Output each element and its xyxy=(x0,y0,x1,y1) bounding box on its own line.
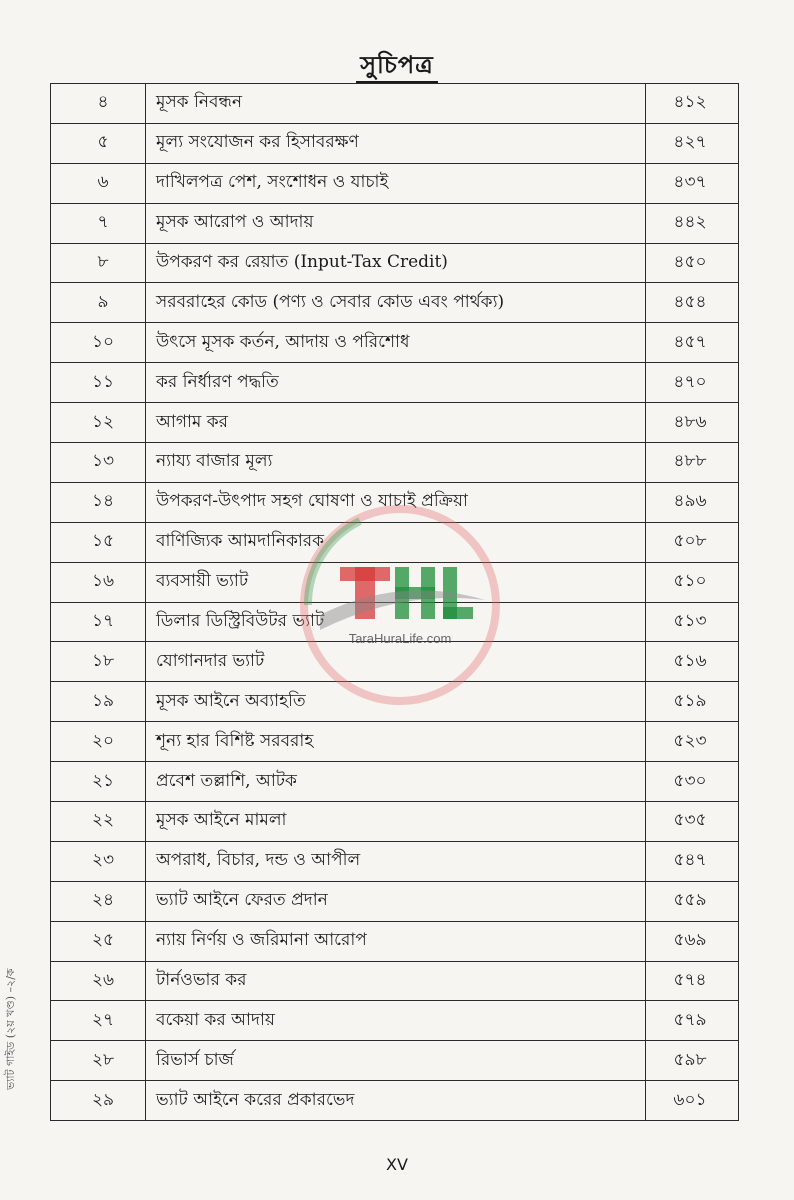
toc-row xyxy=(51,1041,739,1081)
chapter-title: রিভার্স চার্জ xyxy=(146,1041,646,1081)
toc-row xyxy=(51,921,739,961)
chapter-title: ভ্যাট আইনে ফেরত প্রদান xyxy=(146,881,646,921)
toc-table xyxy=(50,83,739,1121)
toc-row xyxy=(51,163,739,203)
chapter-page: ৫৯৮ xyxy=(646,1041,739,1081)
chapter-page: ৪৪২ xyxy=(646,203,739,243)
chapter-title: মূল্য সংযোজন কর হিসাবরক্ষণ xyxy=(146,123,646,163)
chapter-number: ১৩ xyxy=(51,443,146,483)
chapter-page: ৪২৭ xyxy=(646,123,739,163)
chapter-title: শূন্য হার বিশিষ্ট সরবরাহ xyxy=(146,722,646,762)
chapter-number: ১২ xyxy=(51,403,146,443)
chapter-page: ৫৫৯ xyxy=(646,881,739,921)
chapter-page: ৬০১ xyxy=(646,1081,739,1121)
chapter-title: ভ্যাট আইনে করের প্রকারভেদ xyxy=(146,1081,646,1121)
chapter-number: ২৩ xyxy=(51,841,146,881)
toc-body xyxy=(51,84,739,1121)
toc-row xyxy=(51,443,739,483)
chapter-number: ১৫ xyxy=(51,522,146,562)
chapter-page: ৪৫০ xyxy=(646,243,739,283)
chapter-title: উৎসে মূসক কর্তন, আদায় ও পরিশোধ xyxy=(146,323,646,363)
chapter-number: ৭ xyxy=(51,203,146,243)
chapter-number: ২২ xyxy=(51,802,146,842)
chapter-number: ১৮ xyxy=(51,642,146,682)
chapter-page: ৪৯৬ xyxy=(646,482,739,522)
page-title xyxy=(0,50,794,83)
side-note: ভ্যাট গাইড (২য় খণ্ড) –২/ক xyxy=(4,968,17,1090)
chapter-page: ৫২৩ xyxy=(646,722,739,762)
chapter-title: ন্যায় নির্ণয় ও জরিমানা আরোপ xyxy=(146,921,646,961)
chapter-page: ৪৫৭ xyxy=(646,323,739,363)
toc-row xyxy=(51,1001,739,1041)
toc-row xyxy=(51,522,739,562)
chapter-title: মূসক আরোপ ও আদায় xyxy=(146,203,646,243)
toc-row xyxy=(51,1081,739,1121)
chapter-number: ৫ xyxy=(51,123,146,163)
chapter-title: অপরাধ, বিচার, দন্ড ও আপীল xyxy=(146,841,646,881)
chapter-number: ১৬ xyxy=(51,562,146,602)
chapter-title: ডিলার ডিস্ট্রিবিউটর ভ্যাট xyxy=(146,602,646,642)
chapter-page: ৪৫৪ xyxy=(646,283,739,323)
chapter-number: ৪ xyxy=(51,84,146,124)
chapter-number: ২০ xyxy=(51,722,146,762)
toc-row xyxy=(51,961,739,1001)
chapter-page: ৪৭০ xyxy=(646,363,739,403)
chapter-title: উপকরণ-উৎপাদ সহগ ঘোষণা ও যাচাই প্রক্রিয়া xyxy=(146,482,646,522)
chapter-number: ২৬ xyxy=(51,961,146,1001)
toc-row xyxy=(51,243,739,283)
toc-row xyxy=(51,403,739,443)
chapter-number: ৯ xyxy=(51,283,146,323)
toc-row xyxy=(51,722,739,762)
chapter-title: উপকরণ কর রেয়াত (Input-Tax Credit) xyxy=(146,243,646,283)
chapter-title: সরবরাহের কোড (পণ্য ও সেবার কোড এবং পার্থক্য) xyxy=(146,283,646,323)
chapter-title: দাখিলপত্র পেশ, সংশোধন ও যাচাই xyxy=(146,163,646,203)
chapter-page: ৫১৯ xyxy=(646,682,739,722)
chapter-page: ৪৩৭ xyxy=(646,163,739,203)
chapter-page: ৫৭৪ xyxy=(646,961,739,1001)
chapter-title: মূসক আইনে অব্যাহতি xyxy=(146,682,646,722)
chapter-number: ১০ xyxy=(51,323,146,363)
page-number: XV xyxy=(386,1155,408,1174)
toc-row xyxy=(51,123,739,163)
chapter-page: ৫৩০ xyxy=(646,762,739,802)
chapter-page: ৫১৬ xyxy=(646,642,739,682)
chapter-page: ৫৩৫ xyxy=(646,802,739,842)
page-title-text: সুচিপত্র xyxy=(356,50,438,83)
chapter-number: ২৯ xyxy=(51,1081,146,1121)
toc-row xyxy=(51,682,739,722)
chapter-title: টার্নওভার কর xyxy=(146,961,646,1001)
chapter-page: ৫৪৭ xyxy=(646,841,739,881)
toc-row xyxy=(51,283,739,323)
chapter-title: বকেয়া কর আদায় xyxy=(146,1001,646,1041)
chapter-number: ২৫ xyxy=(51,921,146,961)
chapter-page: ৫১৩ xyxy=(646,602,739,642)
chapter-page: ৫১০ xyxy=(646,562,739,602)
watermark-text: TaraHuraLife.com xyxy=(348,631,452,646)
chapter-number: ২৭ xyxy=(51,1001,146,1041)
chapter-title: কর নির্ধারণ পদ্ধতি xyxy=(146,363,646,403)
toc-row xyxy=(51,602,739,642)
chapter-title: আগাম কর xyxy=(146,403,646,443)
toc-row xyxy=(51,562,739,602)
chapter-title: মূসক নিবন্ধন xyxy=(146,84,646,124)
toc-row xyxy=(51,841,739,881)
toc-row xyxy=(51,762,739,802)
chapter-page: ৪৮৬ xyxy=(646,403,739,443)
chapter-number: ১৪ xyxy=(51,482,146,522)
chapter-title: মূসক আইনে মামলা xyxy=(146,802,646,842)
chapter-number: ১৯ xyxy=(51,682,146,722)
chapter-number: ২৪ xyxy=(51,881,146,921)
chapter-number: ২৮ xyxy=(51,1041,146,1081)
chapter-number: ১১ xyxy=(51,363,146,403)
chapter-page: ৫৬৯ xyxy=(646,921,739,961)
chapter-title: ন্যায্য বাজার মূল্য xyxy=(146,443,646,483)
toc-row xyxy=(51,363,739,403)
toc-row xyxy=(51,323,739,363)
chapter-number: ২১ xyxy=(51,762,146,802)
chapter-page: ৪১২ xyxy=(646,84,739,124)
chapter-page: ৪৮৮ xyxy=(646,443,739,483)
chapter-title: যোগানদার ভ্যাট xyxy=(146,642,646,682)
toc-row xyxy=(51,881,739,921)
toc-row xyxy=(51,84,739,124)
toc-row xyxy=(51,482,739,522)
chapter-number: ১৭ xyxy=(51,602,146,642)
chapter-title: ব্যবসায়ী ভ্যাট xyxy=(146,562,646,602)
chapter-number: ৮ xyxy=(51,243,146,283)
chapter-page: ৫০৮ xyxy=(646,522,739,562)
toc-row xyxy=(51,203,739,243)
chapter-page: ৫৭৯ xyxy=(646,1001,739,1041)
chapter-number: ৬ xyxy=(51,163,146,203)
chapter-title: প্রবেশ তল্লাশি, আটক xyxy=(146,762,646,802)
toc-row xyxy=(51,802,739,842)
toc-row xyxy=(51,642,739,682)
chapter-title: বাণিজ্যিক আমদানিকারক xyxy=(146,522,646,562)
